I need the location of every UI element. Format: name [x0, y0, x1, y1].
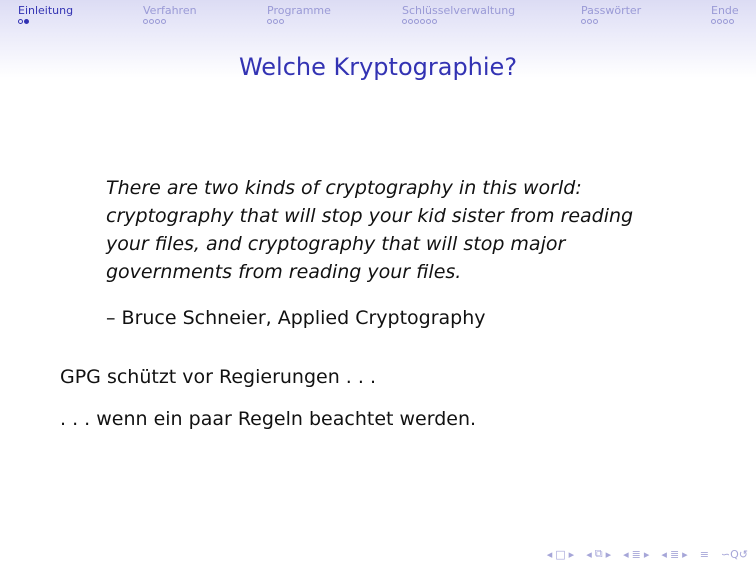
- nav-section-schluesselverwaltung[interactable]: [402, 4, 515, 24]
- nav-dot[interactable]: [408, 19, 413, 24]
- nav-prev-section-icon[interactable]: ◂: [661, 547, 667, 561]
- nav-section-einleitung[interactable]: [18, 4, 73, 24]
- nav-section-label[interactable]: Programme: [267, 4, 331, 17]
- nav-section-passwoerter[interactable]: [581, 4, 641, 24]
- nav-next-frame-icon[interactable]: ▸: [605, 547, 612, 561]
- nav-dot[interactable]: [711, 19, 716, 24]
- nav-prev-slide-icon[interactable]: ◂: [546, 547, 553, 561]
- nav-next-section-icon[interactable]: ▸: [682, 547, 688, 561]
- nav-dot[interactable]: [729, 19, 734, 24]
- nav-dot[interactable]: [414, 19, 419, 24]
- nav-section-label[interactable]: Einleitung: [18, 4, 74, 17]
- nav-dot[interactable]: [279, 19, 284, 24]
- nav-prev-frame-icon[interactable]: ◂: [586, 547, 592, 561]
- nav-section-label[interactable]: Verfahren: [143, 4, 197, 17]
- nav-dot[interactable]: [723, 19, 728, 24]
- nav-dot[interactable]: [593, 19, 598, 24]
- subsection-icon[interactable]: ≣: [631, 547, 641, 561]
- nav-dot[interactable]: [587, 19, 592, 24]
- nav-dot[interactable]: [402, 19, 407, 24]
- nav-dot[interactable]: [149, 19, 154, 24]
- frame-title: Welche Kryptographie?: [238, 53, 518, 81]
- nav-next-subsection-icon[interactable]: ▸: [643, 547, 650, 561]
- section-icon[interactable]: ≣: [669, 547, 680, 561]
- headline-bar: [0, 0, 756, 81]
- frame-icon[interactable]: ⧉: [594, 547, 603, 560]
- beamer-navigation: [547, 547, 748, 561]
- nav-dots: [402, 19, 515, 24]
- nav-section-label[interactable]: Schlüsselverwaltung: [402, 4, 516, 17]
- nav-section-ende[interactable]: [711, 4, 739, 24]
- slide-icon[interactable]: □: [555, 547, 566, 561]
- nav-dot[interactable]: [432, 19, 437, 24]
- quote-attribution: – Bruce Schneier, Applied Cryptography: [106, 307, 486, 329]
- nav-dot-current[interactable]: [24, 19, 29, 24]
- nav-dots: [581, 19, 641, 24]
- body-line-2: . . . wenn ein paar Regeln beachtet werden.: [60, 408, 477, 430]
- nav-dot[interactable]: [273, 19, 278, 24]
- nav-dot[interactable]: [161, 19, 166, 24]
- nav-dot[interactable]: [426, 19, 431, 24]
- body-line-1: GPG schützt vor Regierungen . . .: [60, 366, 376, 388]
- nav-dot[interactable]: [581, 19, 586, 24]
- nav-dots: [143, 19, 197, 24]
- search-icon[interactable]: ∽Q↺: [720, 547, 748, 561]
- align-icon[interactable]: ≡: [699, 547, 709, 561]
- nav-dots: [267, 19, 331, 24]
- nav-dot[interactable]: [267, 19, 272, 24]
- nav-next-slide-icon[interactable]: ▸: [568, 547, 575, 561]
- nav-dot[interactable]: [18, 19, 23, 24]
- nav-dots: [18, 19, 73, 24]
- quote-text: There are two kinds of cryptography in this world: cryptography that will stop your kid sister from reading your files, and cryptography that will stop major governments from reading your files.: [106, 177, 634, 283]
- nav-prev-subsection-icon[interactable]: ◂: [623, 547, 629, 561]
- nav-dot[interactable]: [143, 19, 148, 24]
- nav-section-label[interactable]: Ende: [711, 4, 739, 17]
- nav-section-label[interactable]: Passwörter: [581, 4, 642, 17]
- nav-section-programme[interactable]: [267, 4, 331, 24]
- nav-dots: [711, 19, 739, 24]
- nav-section-verfahren[interactable]: [143, 4, 197, 24]
- nav-dot[interactable]: [717, 19, 722, 24]
- nav-dot[interactable]: [420, 19, 425, 24]
- nav-dot[interactable]: [155, 19, 160, 24]
